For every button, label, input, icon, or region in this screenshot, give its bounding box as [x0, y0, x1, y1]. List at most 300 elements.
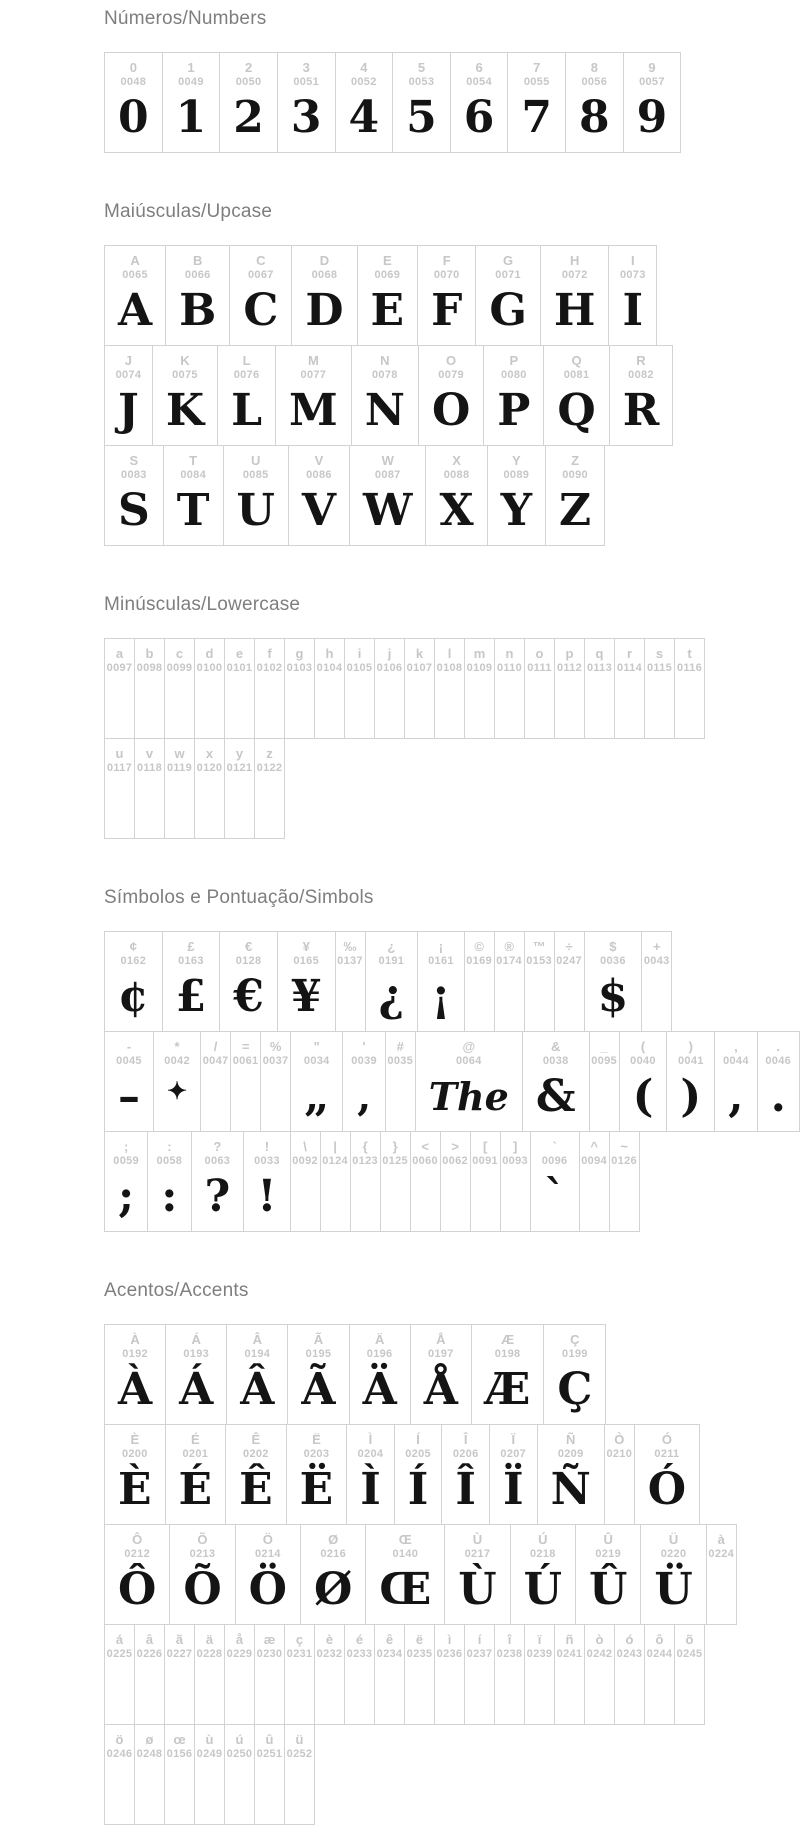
glyph-label: í	[477, 1632, 482, 1647]
glyph-code: 0033	[254, 1155, 280, 1167]
glyph-cell	[254, 1624, 285, 1725]
glyph-label: M	[307, 353, 319, 368]
glyph-preview: W	[363, 485, 413, 536]
glyph-label: ‰	[343, 939, 357, 954]
glyph-cell	[471, 1324, 545, 1425]
glyph-preview	[708, 1562, 734, 1624]
glyph-preview	[587, 676, 613, 738]
glyph-label: e	[235, 646, 244, 661]
glyph-preview: !	[257, 1171, 277, 1222]
glyph-code: 0084	[180, 469, 206, 481]
glyph-code: 0089	[503, 469, 530, 481]
glyph-row	[104, 1724, 800, 1825]
glyph-code: 0194	[244, 1348, 271, 1360]
glyph-label: z	[266, 746, 273, 761]
glyph-label: T	[189, 453, 198, 468]
glyph-label: î	[507, 1632, 512, 1647]
glyph-label: €	[244, 939, 253, 954]
glyph-label: ¢	[129, 939, 137, 954]
glyph-row	[104, 345, 800, 446]
glyph-cell	[342, 1031, 385, 1132]
glyph-cell	[619, 1031, 668, 1132]
glyph-label: Á	[191, 1332, 201, 1347]
glyph-cell	[634, 1424, 700, 1525]
glyph-label: ë	[415, 1632, 424, 1647]
glyph-cell	[194, 1724, 225, 1825]
glyph-cell	[284, 1624, 315, 1725]
glyph-label: =	[241, 1039, 250, 1054]
glyph-cell	[374, 638, 405, 739]
glyph-cell	[104, 1131, 148, 1232]
glyph-cell	[524, 638, 555, 739]
glyph-cell	[537, 1424, 605, 1525]
glyph-cell	[608, 245, 657, 346]
glyph-cell	[410, 1324, 472, 1425]
glyph-code: 0244	[646, 1648, 673, 1660]
glyph-code: 0117	[106, 762, 133, 774]
glyph-cell	[226, 1324, 288, 1425]
glyph-row	[104, 445, 800, 546]
glyph-code: 0085	[242, 469, 269, 481]
glyph-code: 0224	[708, 1548, 735, 1560]
glyph-preview: L	[231, 385, 263, 436]
glyph-label: "	[313, 1039, 320, 1054]
glyph-preview: Ó	[647, 1464, 687, 1515]
glyph-label: 6	[475, 60, 483, 75]
glyph-label: q	[595, 646, 604, 661]
glyph-preview	[611, 1169, 637, 1231]
glyph-code: 0059	[113, 1155, 139, 1167]
glyph-preview	[496, 969, 522, 1031]
glyph-label: j	[387, 646, 392, 661]
glyph-code: 0165	[293, 955, 320, 967]
glyph-cell	[464, 638, 495, 739]
glyph-preview: ,	[728, 1071, 744, 1122]
glyph-preview: 0	[118, 92, 149, 143]
glyph-cell	[440, 1131, 471, 1232]
glyph-label: S	[129, 453, 139, 468]
glyph-label: ÷	[565, 939, 573, 954]
glyph-preview: M	[289, 385, 338, 436]
glyph-code: 0118	[136, 762, 163, 774]
glyph-label: Q	[571, 353, 582, 368]
glyph-label: õ	[685, 1632, 694, 1647]
glyph-preview	[647, 1662, 673, 1724]
glyph-preview	[107, 776, 133, 838]
glyph-cell	[165, 1424, 227, 1525]
glyph-code: 0163	[178, 955, 204, 967]
glyph-cell	[254, 1724, 285, 1825]
glyph-code: 0078	[372, 369, 398, 381]
glyph-cell	[260, 1031, 291, 1132]
glyph-cell	[104, 345, 153, 446]
glyph-cell	[291, 245, 357, 346]
glyph-code: 0191	[378, 955, 405, 967]
glyph-label: Y	[511, 453, 521, 468]
glyph-label: ê	[385, 1632, 394, 1647]
glyph-label: 2	[244, 60, 253, 75]
glyph-cell	[104, 638, 135, 739]
glyph-label: Z	[571, 453, 580, 468]
glyph-code: 0054	[466, 76, 492, 88]
glyph-code: 0140	[392, 1548, 419, 1560]
glyph-code: 0237	[466, 1648, 493, 1660]
glyph-preview: Õ	[183, 1564, 222, 1615]
glyph-code: 0137	[337, 955, 363, 967]
glyph-label: $	[609, 939, 617, 954]
glyph-cell	[164, 1724, 195, 1825]
glyph-cell	[104, 1424, 166, 1525]
glyph-code: 0037	[262, 1055, 289, 1067]
glyph-cell	[147, 1131, 191, 1232]
glyph-code: 0065	[122, 269, 148, 281]
glyph-label: ]	[512, 1139, 518, 1154]
glyph-cell	[417, 931, 464, 1032]
glyph-preview: J	[118, 385, 139, 436]
glyph-preview: .	[770, 1071, 786, 1122]
glyph-code: 0073	[619, 269, 646, 281]
glyph-code: 0102	[256, 662, 283, 674]
glyph-preview: Ô	[118, 1564, 157, 1615]
glyph-label: 5	[417, 60, 426, 75]
glyph-preview	[407, 676, 433, 738]
glyph-label: Ö	[262, 1532, 273, 1547]
glyph-label: u	[115, 746, 124, 761]
glyph-cell	[417, 245, 476, 346]
glyph-cell	[623, 52, 682, 153]
glyph-cell	[169, 1524, 235, 1625]
glyph-cell	[475, 245, 541, 346]
glyph-code: 0052	[350, 76, 377, 88]
glyph-cell	[584, 1624, 615, 1725]
glyph-code: 0044	[723, 1055, 749, 1067]
glyph-cell	[225, 1424, 287, 1525]
glyph-preview: (	[632, 1071, 654, 1122]
glyph-preview	[137, 1762, 163, 1824]
glyph-cell	[441, 1424, 490, 1525]
glyph-cell	[554, 1624, 585, 1725]
glyph-label: Ç	[570, 1332, 580, 1347]
glyph-preview	[677, 1662, 703, 1724]
glyph-preview: G	[489, 285, 527, 336]
glyph-cell	[579, 1131, 610, 1232]
glyph-preview: O	[431, 385, 471, 436]
glyph-code: 0050	[235, 76, 262, 88]
glyph-code: 0217	[464, 1548, 491, 1560]
glyph-label: *	[174, 1039, 180, 1054]
glyph-preview: Ï	[502, 1464, 524, 1515]
glyph-preview	[407, 1662, 433, 1724]
glyph-cell	[284, 1724, 315, 1825]
glyph-preview: 5	[406, 92, 437, 143]
glyph-label: ™	[532, 939, 546, 954]
glyph-code: 0236	[436, 1648, 463, 1660]
glyph-label: ;	[123, 1139, 129, 1154]
glyph-label: (	[640, 1039, 646, 1054]
glyph-code: 0197	[427, 1348, 454, 1360]
glyph-label: J	[124, 353, 133, 368]
glyph-preview: 2	[233, 92, 264, 143]
glyph-row	[104, 1031, 800, 1132]
glyph-code: 0105	[346, 662, 373, 674]
glyph-preview	[581, 1169, 607, 1231]
glyph-label: û	[265, 1732, 274, 1747]
glyph-code: 0207	[500, 1448, 527, 1460]
glyph-cell	[224, 1624, 255, 1725]
glyph-preview	[472, 1169, 498, 1231]
glyph-preview	[502, 1169, 528, 1231]
glyph-code: 0230	[256, 1648, 283, 1660]
glyph-code: 0213	[189, 1548, 216, 1560]
glyph-preview: V	[301, 485, 337, 536]
glyph-preview: €	[233, 971, 264, 1022]
glyph-preview	[497, 1662, 523, 1724]
glyph-label: ó	[625, 1632, 634, 1647]
glyph-preview: ¢	[118, 971, 149, 1022]
glyph-preview: Á	[179, 1364, 214, 1415]
glyph-code: 0216	[320, 1548, 346, 1560]
glyph-preview	[377, 676, 403, 738]
glyph-label: L	[242, 353, 251, 368]
glyph-label: U	[251, 453, 261, 468]
glyph-preview: Q	[557, 385, 596, 436]
glyph-label: Ë	[312, 1432, 321, 1447]
glyph-preview: 4	[348, 92, 380, 143]
glyph-cell	[219, 52, 278, 153]
glyph-cell	[350, 1131, 381, 1232]
glyph-preview	[467, 1662, 493, 1724]
glyph-cell	[349, 1324, 411, 1425]
glyph-label: I	[630, 253, 635, 268]
glyph-cell	[674, 1624, 705, 1725]
font-section	[104, 887, 800, 1232]
glyph-code: 0232	[316, 1648, 343, 1660]
glyph-preview: Â	[240, 1364, 275, 1415]
glyph-label: )	[688, 1039, 693, 1054]
glyph-label: <	[421, 1139, 429, 1154]
glyph-label: Ù	[472, 1532, 483, 1547]
glyph-label: å	[235, 1632, 244, 1647]
glyph-code: 0046	[765, 1055, 792, 1067]
glyph-cell	[224, 1724, 255, 1825]
glyph-label: â	[145, 1632, 154, 1647]
glyph-cell	[714, 1031, 757, 1132]
glyph-cell	[335, 52, 394, 153]
glyph-code: 0192	[122, 1348, 148, 1360]
glyph-preview: ;	[118, 1171, 135, 1222]
glyph-label: ?	[213, 1139, 222, 1154]
glyph-label: ®	[504, 939, 514, 954]
glyph-code: 0066	[184, 269, 211, 281]
glyph-cell	[288, 445, 350, 546]
glyph-preview	[677, 676, 703, 738]
glyph-row	[104, 52, 800, 153]
glyph-cell	[165, 245, 230, 346]
glyph-label: Û	[603, 1532, 613, 1547]
glyph-row	[104, 1624, 800, 1725]
glyph-code: 0218	[529, 1548, 556, 1560]
glyph-preview	[527, 1662, 553, 1724]
glyph-code: 0119	[166, 762, 193, 774]
glyph-cell	[434, 638, 465, 739]
glyph-code: 0067	[248, 269, 274, 281]
glyph-cell	[674, 638, 705, 739]
glyph-preview	[107, 1662, 133, 1724]
glyph-code: 0250	[226, 1748, 253, 1760]
glyph-label: E	[382, 253, 392, 268]
glyph-cell	[483, 345, 544, 446]
glyph-code: 0210	[606, 1448, 633, 1460]
glyph-code: 0064	[455, 1055, 482, 1067]
glyph-cell	[104, 445, 164, 546]
glyph-code: 0249	[196, 1748, 223, 1760]
glyph-label: ä	[205, 1632, 214, 1647]
glyph-label: £	[187, 939, 195, 954]
glyph-cell	[134, 1624, 165, 1725]
glyph-label: >	[451, 1139, 459, 1154]
glyph-label: A	[130, 253, 140, 268]
glyph-preview	[377, 1662, 403, 1724]
glyph-preview: 1	[175, 92, 207, 143]
glyph-code: 0229	[226, 1648, 253, 1660]
glyph-code: 0121	[226, 762, 253, 774]
glyph-label: R	[636, 353, 646, 368]
glyph-label: h	[325, 646, 334, 661]
glyph-code: 0060	[412, 1155, 438, 1167]
glyph-row	[104, 931, 800, 1032]
glyph-code: 0220	[660, 1548, 687, 1560]
glyph-code: 0231	[286, 1648, 313, 1660]
glyph-cell	[510, 1524, 576, 1625]
glyph-cell	[349, 445, 426, 546]
glyph-label: é	[355, 1632, 364, 1647]
glyph-preview: ?	[204, 1171, 231, 1222]
glyph-code: 0109	[466, 662, 493, 674]
glyph-label: ñ	[565, 1632, 574, 1647]
section-title: Minúsculas/Lowercase	[104, 594, 301, 615]
glyph-preview: `	[543, 1171, 566, 1222]
glyph-code: 0203	[303, 1448, 330, 1460]
glyph-cell	[104, 1724, 135, 1825]
glyph-code: 0072	[561, 269, 588, 281]
glyph-preview	[467, 676, 493, 738]
glyph-row	[104, 1324, 800, 1425]
glyph-preview: R	[622, 385, 660, 436]
glyph-code: 0041	[677, 1055, 704, 1067]
glyph-cell	[134, 638, 165, 739]
glyph-label: ©	[474, 939, 484, 954]
glyph-label: ~	[620, 1139, 628, 1154]
glyph-preview	[317, 676, 343, 738]
glyph-cell	[487, 445, 546, 546]
glyph-preview: Œ	[379, 1564, 432, 1615]
glyph-code: 0047	[202, 1055, 229, 1067]
glyph-label: :	[167, 1139, 172, 1154]
glyph-preview	[466, 969, 492, 1031]
glyph-label: _	[600, 1039, 608, 1054]
glyph-cell	[489, 1424, 538, 1525]
glyph-code: 0049	[178, 76, 204, 88]
glyph-preview	[347, 676, 373, 738]
glyph-code: 0153	[526, 955, 552, 967]
glyph-label: +	[652, 939, 661, 954]
glyph-label: f	[267, 646, 272, 661]
glyph-cell	[575, 1524, 641, 1625]
glyph-code: 0107	[406, 662, 433, 674]
glyph-cell	[524, 1624, 555, 1725]
glyph-preview: Æ	[484, 1364, 531, 1415]
glyph-label: -	[126, 1039, 132, 1054]
glyph-preview	[227, 1662, 253, 1724]
glyph-label: 3	[302, 60, 310, 75]
glyph-cell	[470, 1131, 501, 1232]
glyph-preview: É	[178, 1464, 213, 1515]
glyph-label: 4	[360, 60, 368, 75]
glyph-label: p	[565, 646, 574, 661]
glyph-code: 0096	[541, 1155, 568, 1167]
glyph-preview	[347, 1662, 373, 1724]
glyph-preview: &	[535, 1071, 576, 1122]
glyph-code: 0226	[136, 1648, 163, 1660]
glyph-preview	[557, 1662, 583, 1724]
glyph-label: ø	[145, 1732, 154, 1747]
glyph-cell	[644, 638, 675, 739]
glyph-label: B	[193, 253, 203, 268]
glyph-code: 0086	[306, 469, 332, 481]
glyph-preview	[263, 1069, 289, 1131]
glyph-code: 0068	[311, 269, 338, 281]
glyph-code: 0077	[300, 369, 327, 381]
glyph-preview	[412, 1169, 438, 1231]
glyph-preview: K	[165, 385, 205, 436]
glyph-preview	[322, 1169, 348, 1231]
glyph-preview: Ø	[313, 1564, 353, 1615]
glyph-cell	[194, 638, 225, 739]
glyph-cell	[229, 245, 292, 346]
glyph-label: 1	[187, 60, 195, 75]
glyph-code: 0126	[611, 1155, 637, 1167]
glyph-preview	[617, 1662, 643, 1724]
glyph-cell	[614, 638, 645, 739]
glyph-code: 0169	[466, 955, 492, 967]
glyph-preview: Ú	[523, 1564, 562, 1615]
glyph-code: 0201	[182, 1448, 209, 1460]
glyph-preview	[317, 1662, 343, 1724]
glyph-preview	[167, 776, 193, 838]
glyph-code: 0156	[166, 1748, 193, 1760]
glyph-cell	[385, 1031, 416, 1132]
glyph-label: 0	[129, 60, 137, 75]
glyph-preview	[527, 676, 553, 738]
glyph-cell	[152, 345, 218, 446]
glyph-preview: 9	[636, 92, 668, 143]
glyph-code: 0063	[204, 1155, 231, 1167]
glyph-cell	[589, 1031, 620, 1132]
glyph-preview: S	[118, 485, 150, 536]
glyph-cell	[404, 1624, 435, 1725]
section-title: Maiúsculas/Upcase	[104, 201, 273, 222]
glyph-preview: Ù	[458, 1564, 497, 1615]
glyph-cell	[644, 1624, 675, 1725]
glyph-code: 0055	[523, 76, 550, 88]
glyph-preview	[257, 676, 283, 738]
glyph-preview: Û	[589, 1564, 628, 1615]
glyph-label: ¿	[387, 939, 396, 954]
glyph-cell	[162, 52, 221, 153]
glyph-label: É	[190, 1432, 200, 1447]
glyph-cell	[162, 931, 221, 1032]
glyph-label: Ä	[374, 1332, 385, 1347]
